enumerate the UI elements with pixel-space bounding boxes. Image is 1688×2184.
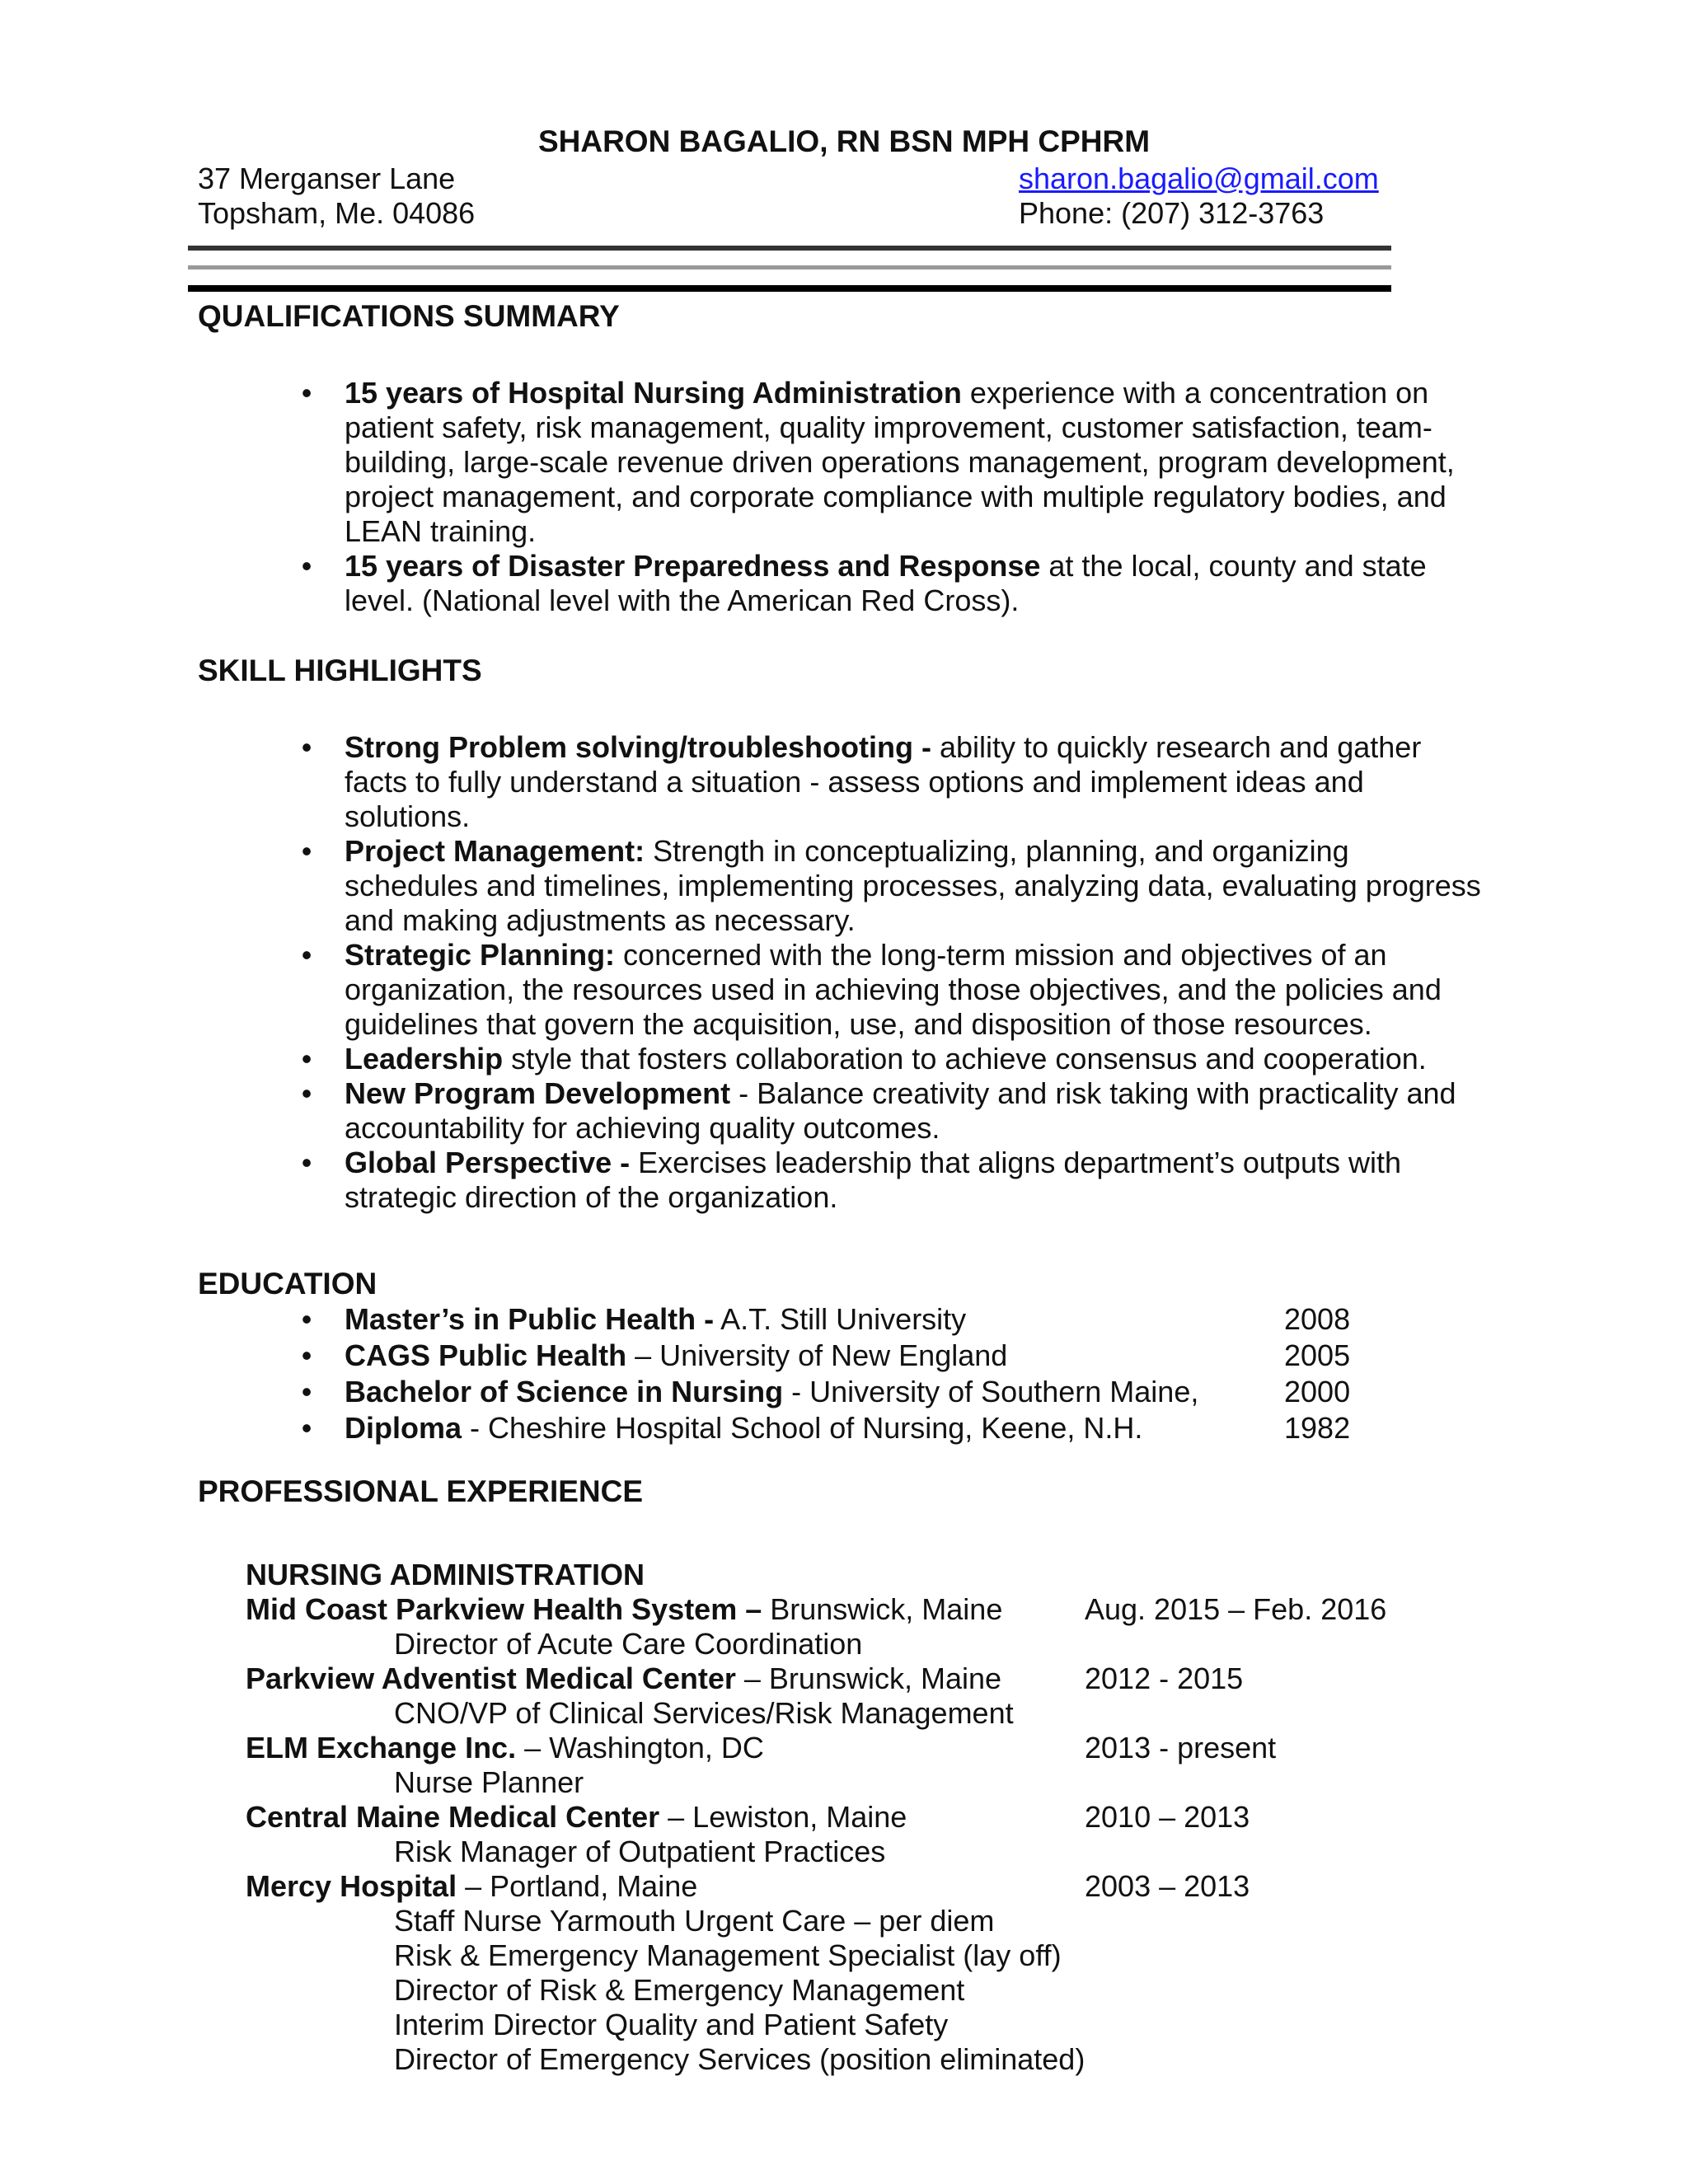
employer-location: – Portland, Maine <box>457 1869 698 1903</box>
header-divider-bottom <box>188 285 1391 292</box>
employment-dates: 2012 - 2015 <box>1085 1661 1244 1695</box>
contact-block <box>1019 162 1379 231</box>
list-item <box>301 1042 1482 1076</box>
item-bold-lead: Global Perspective - <box>345 1146 631 1179</box>
employer-row <box>246 1661 1432 1696</box>
bullet-icon: • <box>301 1042 312 1076</box>
address-line-1: 37 Merganser Lane <box>198 162 456 195</box>
bullet-icon: • <box>301 1375 312 1408</box>
role-title: Director of Risk & Emergency Management <box>394 1973 965 2007</box>
list-item <box>301 549 1482 618</box>
item-text: Exercises leadership that aligns department’s outputs with strategic direction of the organization. <box>345 1146 1401 1214</box>
role-title: Director of Acute Care Coordination <box>394 1627 863 1661</box>
list-item <box>301 730 1482 834</box>
role-title: CNO/VP of Clinical Services/Risk Management <box>394 1696 1014 1730</box>
list-item <box>301 1076 1482 1146</box>
candidate-name: SHARON BAGALIO, RN BSN MPH CPHRM <box>537 124 1151 158</box>
employer-row <box>246 1800 1432 1835</box>
item-text: Strength in conceptualizing, planning, and organizing schedules and timelines, implementing processes, analyzing data, evaluating progress and making adjustments as necessary. <box>345 834 1481 937</box>
employment-dates: 2003 – 2013 <box>1085 1869 1250 1903</box>
header-divider-middle <box>188 265 1391 269</box>
bullet-icon: • <box>301 1146 312 1179</box>
skills-list <box>301 730 1482 1215</box>
employer-row <box>246 1731 1432 1765</box>
item-text: ability to quickly research and gather facts to fully understand a situation - assess options and implement ideas and solutions. <box>345 730 1422 833</box>
experience-category: NURSING ADMINISTRATION <box>246 1558 645 1591</box>
role-title: Staff Nurse Yarmouth Urgent Care – per diem <box>394 1904 995 1938</box>
degree-name: Bachelor of Science in Nursing <box>345 1375 784 1408</box>
employment-dates: 2013 - present <box>1085 1731 1277 1765</box>
institution: - University of Southern Maine, <box>783 1375 1199 1408</box>
list-item <box>301 834 1482 938</box>
address-line-2: Topsham, Me. 04086 <box>198 196 476 230</box>
item-bold-lead: 15 years of Disaster Preparedness and Response <box>345 549 1041 583</box>
item-bold-lead: 15 years of Hospital Nursing Administration <box>345 376 962 410</box>
address-block <box>198 162 475 231</box>
role-title: Nurse Planner <box>394 1765 584 1799</box>
qualifications-list <box>301 376 1482 618</box>
qualifications-heading: QUALIFICATIONS SUMMARY <box>198 299 620 333</box>
graduation-year: 1982 <box>1284 1411 1351 1445</box>
list-item <box>301 376 1482 549</box>
role-title: Director of Emergency Services (position eliminated) <box>394 2042 1085 2076</box>
bullet-icon: • <box>301 1076 312 1110</box>
item-text: style that fosters collaboration to achieve consensus and cooperation. <box>503 1042 1427 1076</box>
list-item <box>301 938 1482 1042</box>
institution: A.T. Still University <box>714 1302 967 1336</box>
education-item <box>301 1375 1416 1411</box>
degree-name: CAGS Public Health <box>345 1338 627 1372</box>
bullet-icon: • <box>301 1338 312 1372</box>
institution: - Cheshire Hospital School of Nursing, Keene, N.H. <box>462 1411 1143 1445</box>
role-title: Risk & Emergency Management Specialist (lay off) <box>394 1938 1062 1972</box>
degree-name: Master’s in Public Health - <box>345 1302 715 1336</box>
bullet-icon: • <box>301 1411 312 1445</box>
item-bold-lead: Strategic Planning: <box>345 938 616 972</box>
employer-name: Mercy Hospital <box>246 1869 457 1903</box>
bullet-icon: • <box>301 549 312 583</box>
bullet-icon: • <box>301 938 312 972</box>
skills-heading: SKILL HIGHLIGHTS <box>198 654 482 687</box>
item-text: - Balance creativity and risk taking with practicality and accountability for achieving quality outcomes. <box>345 1076 1456 1145</box>
education-list <box>301 1302 1416 1447</box>
education-item <box>301 1338 1416 1375</box>
education-item <box>301 1411 1416 1447</box>
email-link[interactable]: sharon.bagalio@gmail.com <box>1019 162 1379 195</box>
employment-dates: 2010 – 2013 <box>1085 1800 1250 1834</box>
employer-location: – Washington, DC <box>516 1731 764 1765</box>
employer-location: Brunswick, Maine <box>762 1592 1003 1626</box>
employer-name: Central Maine Medical Center <box>246 1800 660 1834</box>
bullet-icon: • <box>301 1302 312 1336</box>
role-title: Risk Manager of Outpatient Practices <box>394 1835 886 1868</box>
item-text: at the local, county and state level. (National level with the American Red Cross). <box>345 549 1427 617</box>
graduation-year: 2005 <box>1284 1338 1351 1372</box>
employer-name: Mid Coast Parkview Health System – <box>246 1592 762 1626</box>
employer-location: – Lewiston, Maine <box>659 1800 907 1834</box>
item-text: experience with a concentration on patient safety, risk management, quality improvement, customer satisfaction, team-building, large-scale revenue driven operations management, program development, project management, and corporate compliance with multiple regulatory bodies, and LEAN training. <box>345 376 1455 548</box>
experience-heading: PROFESSIONAL EXPERIENCE <box>198 1474 644 1508</box>
item-text: concerned with the long-term mission and objectives of an organization, the resources used in achieving those objectives, and the policies and guidelines that govern the acquisition, use, and disposition of those resources. <box>345 938 1442 1041</box>
item-bold-lead: Leadership <box>345 1042 504 1076</box>
employer-location: – Brunswick, Maine <box>735 1661 1002 1695</box>
list-item <box>301 1146 1482 1215</box>
education-item <box>301 1302 1416 1338</box>
education-heading: EDUCATION <box>198 1267 377 1301</box>
employer-row <box>246 1592 1432 1627</box>
degree-name: Diploma <box>345 1411 462 1445</box>
institution: – University of New England <box>626 1338 1008 1372</box>
employment-dates: Aug. 2015 – Feb. 2016 <box>1085 1592 1387 1626</box>
graduation-year: 2008 <box>1284 1302 1351 1336</box>
graduation-year: 2000 <box>1284 1375 1351 1408</box>
item-bold-lead: Strong Problem solving/troubleshooting - <box>345 730 931 764</box>
role-title: Interim Director Quality and Patient Safety <box>394 2008 949 2041</box>
employer-row <box>246 1869 1432 1904</box>
item-bold-lead: New Program Development <box>345 1076 731 1110</box>
bullet-icon: • <box>301 730 312 764</box>
experience-block <box>246 1558 1432 2077</box>
item-bold-lead: Project Management: <box>345 834 645 868</box>
phone-number: Phone: (207) 312-3763 <box>1019 196 1325 230</box>
header-divider-top <box>188 246 1391 251</box>
bullet-icon: • <box>301 376 312 410</box>
employer-name: ELM Exchange Inc. <box>246 1731 517 1765</box>
bullet-icon: • <box>301 834 312 868</box>
employer-name: Parkview Adventist Medical Center <box>246 1661 736 1695</box>
